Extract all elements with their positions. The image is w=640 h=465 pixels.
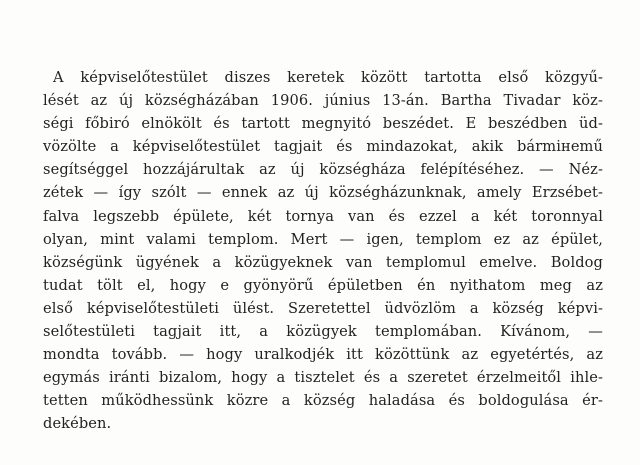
paragraph <box>43 66 603 436</box>
text-line: tudat tölt el, hogy e gyönyörű épületben én nyithatom meg az <box>43 276 603 294</box>
text-line: dekében. <box>43 415 112 433</box>
text-line: ségi főbiró elnökölt és tartott megnyitó beszédet. E beszédben üd- <box>43 115 603 133</box>
text-line: segítséggel hozzájárultak az új községháza felépítéséhez. — Néz- <box>43 161 603 179</box>
text-line: falva legszebb épülete, két tornya van és ezzel a két toronnyal <box>43 207 603 225</box>
text-line: A képviselőtestület diszes keretek között tartotta első közgyű- <box>53 69 603 86</box>
text-line: vözölte a képviselőtestület tagjait és mindazokat, akik bármiнemű <box>43 138 603 156</box>
text-line: olyan, mint valami templom. Mert — igen, templom ez az épület, <box>43 230 603 248</box>
text-line: mondta tovább. — hogy uralkodjék itt közöttünk az egyetértés, az <box>43 346 603 364</box>
text-line: tetten működhessünk közre a község haladása és boldogulása ér- <box>43 392 603 410</box>
text-line: első képviselőtestületi ülést. Szeretettel üdvözlöm a község képvi- <box>43 299 603 317</box>
text-line: egymás iránti bizalom, hogy a tisztelet és a szeretet érzelmeitől ihle- <box>43 369 603 387</box>
text-line: lését az új községházában 1906. június 13-án. Bartha Tivadar köz- <box>43 92 603 110</box>
text-line: zétek — így szólt — ennek az új községházunknak, amely Erzsébet- <box>43 184 603 202</box>
text-line: községünk ügyének a közügyeknek van templomul emelve. Boldog <box>43 253 603 271</box>
text-line: selőtestületi tagjait itt, a közügyek templomában. Kívánom, — <box>43 323 603 341</box>
